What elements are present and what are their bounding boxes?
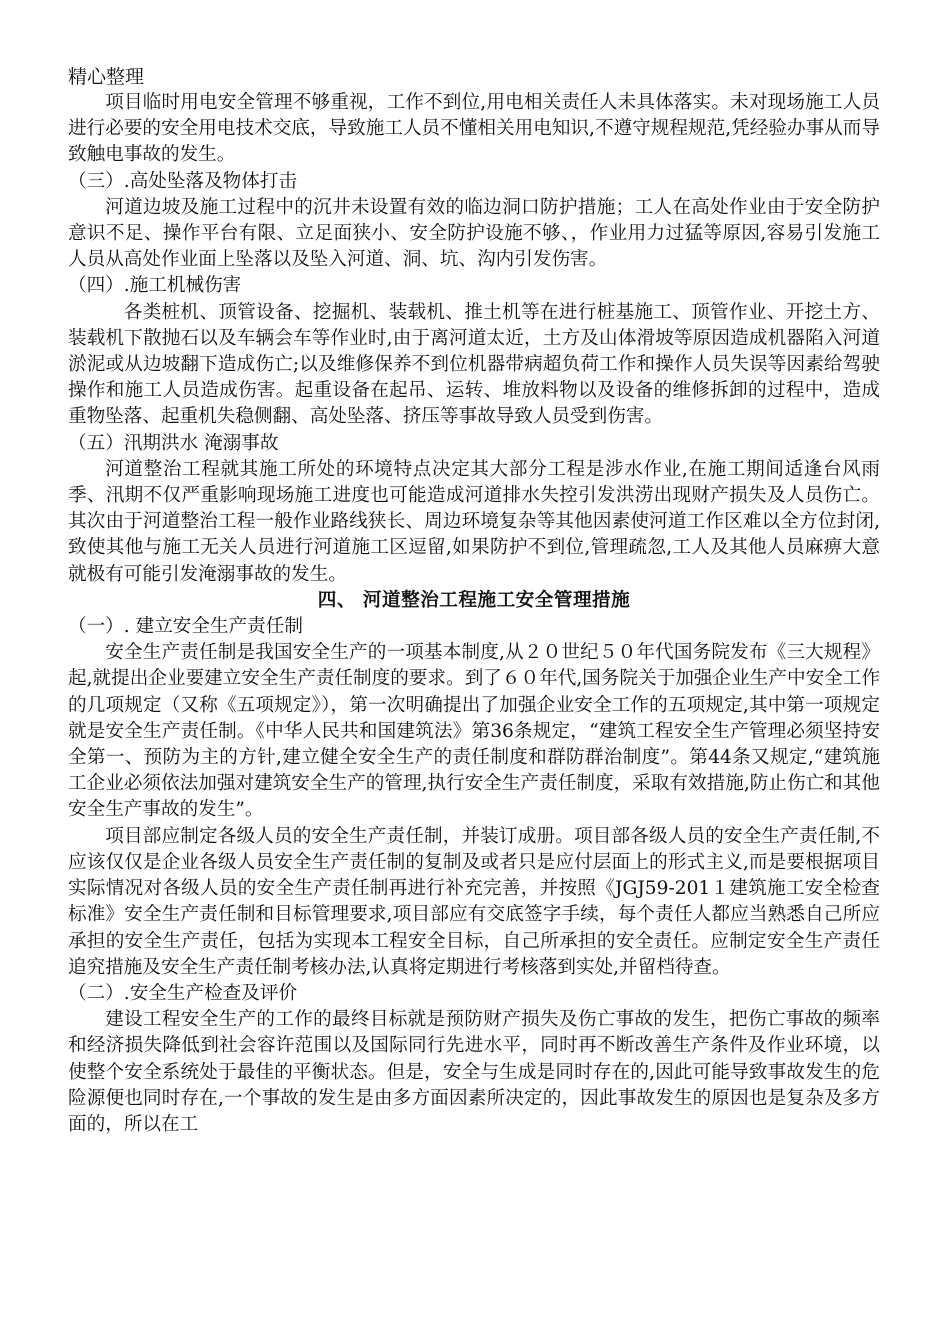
subheading-falls: （三）.高处坠落及物体打击 <box>68 170 298 192</box>
subheading-inspection: （二）.安全生产检查及评价 <box>68 982 298 1004</box>
paragraph-electric-safety: 项目临时用电安全管理不够重视，工作不到位,用电相关责任人未具体落实。未对现场施工人员进行必要的安全用电技术交底，导致施工人员不懂相关用电知识,不遵守规程规范,凭经验办事从而导致触电事故的发生。 <box>68 92 880 166</box>
paragraph-falls: 河道边坡及施工过程中的沉井未设置有效的临边洞口防护措施；工人在高处作业由于安全防护意识不足、操作平台有限、立足面狭小、安全防护设施不够、，作业用力过猛等原因,容易引发施工人员从高处作业面上坠落以及坠入河道、洞、坑、沟内引发伤害。 <box>68 196 880 271</box>
document-page <box>68 64 880 1138</box>
paragraph-flood: 河道整治工程就其施工所处的环境特点决定其大部分工程是涉水作业,在施工期间适逢台风雨季、汛期不仅严重影响现场施工进度也可能造成河道排水失控引发洪涝出现财产损失及人员伤亡。其次由于河道整治工程一般作业路线狭长、周边环境复杂等其他因素使河道工作区难以全方位封闭,致使其他与施工无关人员进行河道施工区逗留,如果防护不到位,管理疏忽,工人及其他人员麻痹大意就极有可能引发淹溺事故的发生。 <box>68 458 880 585</box>
paragraph-machinery: 各类桩机、顶管设备、挖掘机、装载机、推土机等在进行桩基施工、顶管作业、开挖土方、装载机下散抛石以及车辆会车等作业时,由于离河道太近，土方及山体滑坡等原因造成机器陷入河道淤泥或从边坡翻下造成伤亡;以及维修保养不到位机器带病超负荷工作和操作人员失误等因素给驾驶操作和施工人员造成伤害。起重设备在起吊、运转、堆放料物以及设备的维修拆卸的过程中，造成重物坠落、起重机失稳侧翻、高处坠落、挤压等事故导致人员受到伤害。 <box>68 301 880 428</box>
paragraph-inspection: 建设工程安全生产的工作的最终目标就是预防财产损失及伤亡事故的发生，把伤亡事故的频率和经济损失降低到社会容许范围以及国际同行先进水平，同时再不断改善生产条件及作业环境，以使整个安全系统处于最佳的平衡状态。但是，安全与生成是同时存在的,因此可能导致事故发生的危险源便也同时存在,一个事故的发生是由多方面因素所决定的，因此事故发生的原因也是复杂及多方面的，所以在工 <box>68 1009 880 1135</box>
subheading-responsibility: （一）. 建立安全生产责任制 <box>68 616 303 638</box>
page-header: 精心整理 <box>68 66 145 88</box>
paragraph-responsibility-law: 安全生产责任制是我国安全生产的一项基本制度,从２０世纪５０年代国务院发布《三大规程》起,就提出企业要建立安全生产责任制度的要求。到了６０年代,国务院关于加强企业生产中安全工作的几项规定（又称《五项规定》），第一次明确提出了加强企业安全工作的五项规定,其中第一项规定就是安全生产责任制。《中华人民共和国建筑法》第36条规定，“建筑工程安全生产管理必须坚持安全第一、预防为主的方针,建立健全安全生产的责任制度和群防群治制度”。第44条又规定,“建筑施工企业必须依法加强对建筑安全生产的管理,执行安全生产责任制度，采取有效措施,防止伤亡和其他安全生产事故的发生”。 <box>68 642 880 821</box>
subheading-machinery: （四）.施工机械伤害 <box>68 275 242 297</box>
subheading-flood: （五）汛期洪水 淹溺事故 <box>68 432 279 454</box>
section-title: 四、 河道整治工程施工安全管理措施 <box>317 589 631 611</box>
paragraph-responsibility-project: 项目部应制定各级人员的安全生产责任制，并装订成册。项目部各级人员的安全生产责任制,不应该仅仅是企业各级人员安全生产责任制的复制及或者只是应付层面上的形式主义,而是要根据项目实际情况对各级人员的安全生产责任制再进行补充完善，并按照《JGJ59-201１建筑施工安全检查标准》安全生产责任制和目标管理要求,项目部应有交底签字手续，每个责任人都应当熟悉自己所应承担的安全生产责任，包括为实现本工程安全目标，自己所承担的安全责任。应制定安全生产责任追究措施及安全生产责任制考核办法,认真将定期进行考核落到实处,并留档待查。 <box>68 825 880 978</box>
